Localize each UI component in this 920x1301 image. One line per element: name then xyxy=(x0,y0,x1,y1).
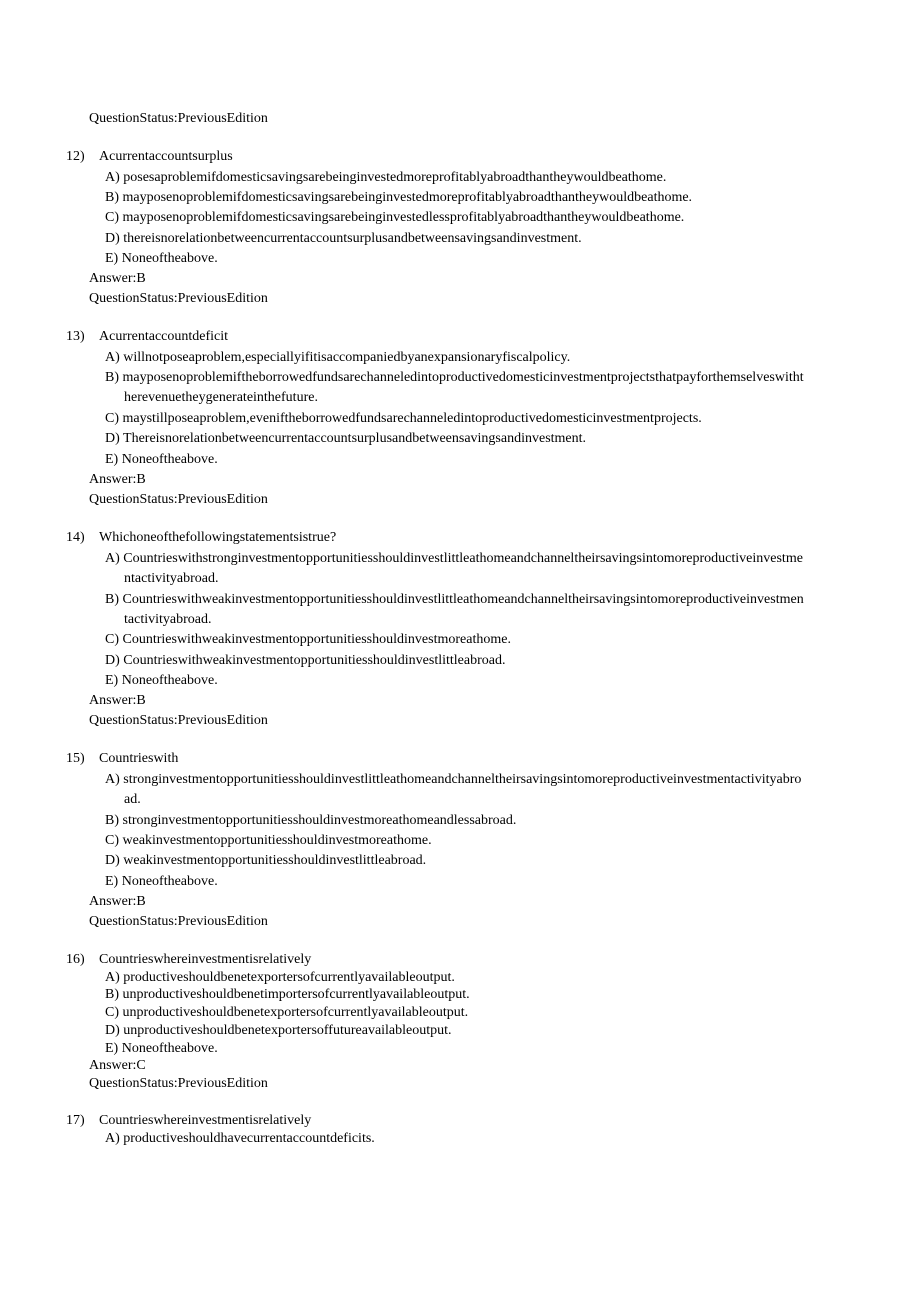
answer: Answer:B xyxy=(89,894,146,909)
option-a: A) Countrieswithstronginvestmentopportunitiesshouldinvestlittleathomeandchanneltheirsavingsintomoreproductiveinvestme xyxy=(105,551,803,566)
answer: Answer:B xyxy=(89,693,146,708)
option-c: C) mayposenoproblemifdomesticsavingsarebeinginvestedlessprofitablyabroadthantheywouldbeathome. xyxy=(105,210,685,225)
option-b: B) mayposenoproblemifdomesticsavingsarebeinginvestedmoreprofitablyabroadthantheywouldbeathome. xyxy=(105,190,693,205)
option-e: E) Noneoftheabove. xyxy=(105,673,218,688)
question-stem: Countrieswhereinvestmentisrelatively xyxy=(99,1113,312,1128)
question-status: QuestionStatus:PreviousEdition xyxy=(89,914,268,929)
option-c: C) unproductiveshouldbenetexportersofcurrentlyavailableoutput. xyxy=(105,1005,469,1020)
question-stem: Whichoneofthefollowingstatementsistrue? xyxy=(99,530,337,545)
question-stem: Acurrentaccountdeficit xyxy=(99,329,229,344)
option-b-continuation: tactivityabroad. xyxy=(124,612,212,627)
question-stem: Countrieswhereinvestmentisrelatively xyxy=(99,952,312,967)
option-a: A) productiveshouldbenetexportersofcurrentlyavailableoutput. xyxy=(105,970,455,985)
option-d: D) thereisnorelationbetweencurrentaccountsurplusandbetweensavingsandinvestment. xyxy=(105,231,582,246)
option-b: B) mayposenoproblemiftheborrowedfundsarechanneledintoproductivedomesticinvestmentprojectsthatpayforthemselveswitht xyxy=(105,370,804,385)
option-a: A) posesaproblemifdomesticsavingsarebeinginvestedmoreprofitablyabroadthantheywouldbeathome. xyxy=(105,170,667,185)
question-stem: Countrieswith xyxy=(99,751,179,766)
option-a-continuation: ad. xyxy=(124,792,141,807)
question-number: 13) xyxy=(66,329,85,344)
option-e: E) Noneoftheabove. xyxy=(105,452,218,467)
option-e: E) Noneoftheabove. xyxy=(105,874,218,889)
option-a: A) productiveshouldhavecurrentaccountdeficits. xyxy=(105,1131,375,1146)
answer: Answer:B xyxy=(89,472,146,487)
answer: Answer:B xyxy=(89,271,146,286)
option-b: B) unproductiveshouldbenetimportersofcurrentlyavailableoutput. xyxy=(105,987,470,1002)
question-number: 14) xyxy=(66,530,85,545)
option-e: E) Noneoftheabove. xyxy=(105,1041,218,1056)
option-c: C) weakinvestmentopportunitiesshouldinvestmoreathome. xyxy=(105,833,432,848)
option-d: D) Countrieswithweakinvestmentopportunitiesshouldinvestlittleabroad. xyxy=(105,653,506,668)
question-status: QuestionStatus:PreviousEdition xyxy=(89,1076,268,1091)
option-b: B) stronginvestmentopportunitiesshouldinvestmoreathomeandlessabroad. xyxy=(105,813,517,828)
option-e: E) Noneoftheabove. xyxy=(105,251,218,266)
answer: Answer:C xyxy=(89,1058,146,1073)
question-number: 15) xyxy=(66,751,85,766)
question-number: 12) xyxy=(66,149,85,164)
question-status: QuestionStatus:PreviousEdition xyxy=(89,492,268,507)
option-b-continuation: herevenuetheygenerateinthefuture. xyxy=(124,390,318,405)
option-d: D) weakinvestmentopportunitiesshouldinvestlittleabroad. xyxy=(105,853,427,868)
option-a: A) willnotposeaproblem,especiallyifitisaccompaniedbyanexpansionaryfiscalpolicy. xyxy=(105,350,571,365)
option-c: C) maystillposeaproblem,eveniftheborrowedfundsarechanneledintoproductivedomesticinvestmentprojects. xyxy=(105,411,702,426)
question-status: QuestionStatus:PreviousEdition xyxy=(89,111,268,126)
question-stem: Acurrentaccountsurplus xyxy=(99,149,233,164)
option-d: D) unproductiveshouldbenetexportersoffutureavailableoutput. xyxy=(105,1023,452,1038)
option-d: D) Thereisnorelationbetweencurrentaccountsurplusandbetweensavingsandinvestment. xyxy=(105,431,587,446)
question-status: QuestionStatus:PreviousEdition xyxy=(89,713,268,728)
option-b: B) Countrieswithweakinvestmentopportunitiesshouldinvestlittleathomeandchanneltheirsavingsintomoreproductiveinvestmen xyxy=(105,592,804,607)
option-a-continuation: ntactivityabroad. xyxy=(124,571,219,586)
question-number: 16) xyxy=(66,952,85,967)
option-a: A) stronginvestmentopportunitiesshouldinvestlittleathomeandchanneltheirsavingsintomoreproductiveinvestmentactivityabro xyxy=(105,772,802,787)
option-c: C) Countrieswithweakinvestmentopportunitiesshouldinvestmoreathome. xyxy=(105,632,511,647)
question-status: QuestionStatus:PreviousEdition xyxy=(89,291,268,306)
question-number: 17) xyxy=(66,1113,85,1128)
